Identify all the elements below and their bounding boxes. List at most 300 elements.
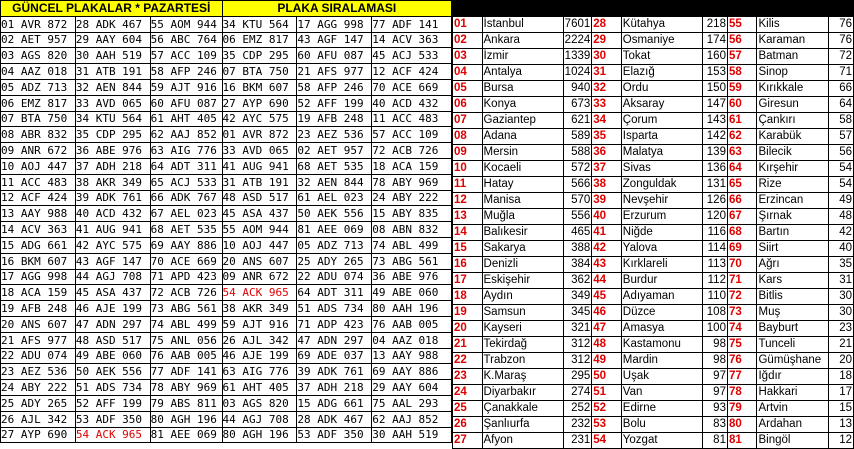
city-row [453, 177, 854, 193]
plate-row [1, 237, 452, 253]
plate-cell: 50 AEK 556 [297, 206, 372, 222]
city-name: Amasya [621, 321, 702, 337]
city-name: Erzurum [621, 209, 702, 225]
plate-cell: 50 AEK 556 [75, 364, 150, 380]
rank-code: 66 [727, 193, 757, 209]
plate-cell: 53 ADF 350 [75, 411, 150, 427]
city-name: Adana [482, 129, 563, 145]
city-row [453, 241, 854, 257]
rank-code: 24 [453, 385, 483, 401]
plate-cell: 72 ACB 726 [372, 143, 452, 159]
city-count: 465 [563, 225, 592, 241]
city-count: 83 [703, 417, 728, 433]
plate-cell: 35 CDP 295 [222, 48, 297, 64]
plate-cell: 75 AAL 293 [372, 395, 452, 411]
city-name: Kayseri [482, 321, 563, 337]
city-name: Şırnak [757, 209, 829, 225]
city-count: 349 [563, 289, 592, 305]
city-name: Bolu [621, 417, 702, 433]
plate-cell: 16 BKM 607 [222, 79, 297, 95]
plate-cell: 37 ADH 218 [75, 158, 150, 174]
rank-code: 65 [727, 177, 757, 193]
plate-row [1, 143, 452, 159]
plate-cell: 47 ADN 297 [75, 316, 150, 332]
city-count: 30 [829, 305, 854, 321]
city-count: 218 [703, 17, 728, 33]
city-name: Elazığ [621, 65, 702, 81]
city-count: 56 [829, 145, 854, 161]
plate-cell: 74 ABL 499 [150, 316, 222, 332]
city-count: 54 [829, 161, 854, 177]
city-count: 588 [563, 145, 592, 161]
rank-code: 43 [592, 257, 622, 273]
plate-cell: 29 AAY 604 [75, 32, 150, 48]
city-name: Sinop [757, 65, 829, 81]
plate-row [1, 190, 452, 206]
plate-cell: 31 ATB 191 [75, 64, 150, 80]
city-name: Sakarya [482, 241, 563, 257]
plate-cell: 33 AVD 065 [75, 95, 150, 111]
plate-cell: 81 AEE 069 [297, 222, 372, 238]
plate-cell: 63 AIG 776 [150, 143, 222, 159]
plate-row [1, 395, 452, 411]
plate-cell: 47 ADN 297 [297, 332, 372, 348]
city-count: 15 [829, 401, 854, 417]
rank-code: 01 [453, 17, 483, 33]
city-count: 76 [829, 33, 854, 49]
plate-cell: 29 AAY 604 [372, 380, 452, 396]
city-row [453, 113, 854, 129]
plate-row [1, 206, 452, 222]
city-count: 231 [563, 433, 592, 449]
plate-row [1, 301, 452, 317]
plate-cell: 78 ABY 969 [150, 380, 222, 396]
city-row [453, 337, 854, 353]
city-name: Ardahan [757, 417, 829, 433]
city-count: 572 [563, 161, 592, 177]
city-row [453, 433, 854, 449]
rank-code: 20 [453, 321, 483, 337]
city-name: Van [621, 385, 702, 401]
rank-code: 59 [727, 81, 757, 97]
rank-code: 49 [592, 353, 622, 369]
city-count: 76 [829, 17, 854, 33]
plate-cell: 61 AHT 405 [222, 380, 297, 396]
plate-cell: 76 AAB 005 [372, 316, 452, 332]
plate-cell: 71 ADP 423 [297, 316, 372, 332]
plate-cell: 11 ACC 483 [372, 111, 452, 127]
rank-code: 14 [453, 225, 483, 241]
city-name: Bursa [482, 81, 563, 97]
city-row [453, 193, 854, 209]
city-count: 81 [703, 433, 728, 449]
plate-cell: 23 AEZ 536 [297, 127, 372, 143]
city-name: Edirne [621, 401, 702, 417]
city-name: Kars [757, 273, 829, 289]
plate-cell: 80 AGH 196 [222, 427, 297, 443]
plate-cell: 62 AAJ 852 [150, 127, 222, 143]
plate-cell: 46 AJE 199 [222, 348, 297, 364]
plate-row [1, 174, 452, 190]
plate-cell: 34 KTU 564 [75, 111, 150, 127]
plate-cell: 48 ASD 517 [222, 190, 297, 206]
plate-cell: 80 AAH 196 [372, 301, 452, 317]
rank-code: 16 [453, 257, 483, 273]
plate-cell: 48 ASD 517 [75, 332, 150, 348]
rank-code: 62 [727, 129, 757, 145]
city-name: Yalova [621, 241, 702, 257]
city-count: 136 [703, 161, 728, 177]
city-name: Ordu [621, 81, 702, 97]
city-count: 112 [703, 273, 728, 289]
plate-row [1, 32, 452, 48]
plate-cell: 38 AKR 349 [222, 301, 297, 317]
city-name: Kırşehir [757, 161, 829, 177]
plate-cell: 18 ACA 159 [1, 285, 76, 301]
plate-cell: 09 ANR 672 [222, 269, 297, 285]
city-count: 113 [703, 257, 728, 273]
city-name: Bilecik [757, 145, 829, 161]
city-ranking-table [452, 0, 854, 449]
city-name: Çanakkale [482, 401, 563, 417]
city-name: Trabzon [482, 353, 563, 369]
plate-cell: 77 ADF 141 [372, 16, 452, 32]
rank-code: 54 [592, 433, 622, 449]
city-name: Adıyaman [621, 289, 702, 305]
plate-cell: 57 ACC 109 [150, 48, 222, 64]
rank-code: 27 [453, 433, 483, 449]
plate-cell: 36 ABE 976 [372, 269, 452, 285]
plate-cell: 20 ANS 607 [222, 253, 297, 269]
rank-code: 17 [453, 273, 483, 289]
rank-code: 78 [727, 385, 757, 401]
city-count: 13 [829, 417, 854, 433]
plate-cell: 59 AJT 916 [150, 79, 222, 95]
plate-cell: 12 ACF 424 [1, 190, 76, 206]
plate-row [1, 427, 452, 443]
plate-cell: 58 AFP 246 [150, 64, 222, 80]
city-name: İzmir [482, 49, 563, 65]
plate-cell: 54 ACK 965 [75, 427, 150, 443]
city-name: Malatya [621, 145, 702, 161]
plate-cell: 15 ABY 835 [372, 206, 452, 222]
city-name: Denizli [482, 257, 563, 273]
rank-code: 18 [453, 289, 483, 305]
plate-cell: 73 ABG 561 [150, 301, 222, 317]
city-name: Düzce [621, 305, 702, 321]
rank-code: 32 [592, 81, 622, 97]
plate-cell: 06 EMZ 817 [1, 95, 76, 111]
city-count: 35 [829, 257, 854, 273]
plate-row [1, 364, 452, 380]
plate-cell: 16 BKM 607 [1, 253, 76, 269]
plate-cell: 52 AFF 199 [75, 395, 150, 411]
city-name: K.Maraş [482, 369, 563, 385]
rank-code: 72 [727, 289, 757, 305]
city-count: 142 [703, 129, 728, 145]
city-count: 72 [829, 49, 854, 65]
city-name: Bayburt [757, 321, 829, 337]
rank-code: 58 [727, 65, 757, 81]
plate-cell: 73 ABG 561 [372, 253, 452, 269]
rank-code: 64 [727, 161, 757, 177]
city-count: 42 [829, 225, 854, 241]
rank-code: 75 [727, 337, 757, 353]
city-count: 97 [703, 369, 728, 385]
plate-cell: 04 AAZ 018 [372, 332, 452, 348]
city-name: Afyon [482, 433, 563, 449]
plate-cell: 33 AVD 065 [222, 143, 297, 159]
plate-cell: 19 AFB 248 [297, 111, 372, 127]
plate-cell: 14 ACV 363 [372, 32, 452, 48]
city-count: 23 [829, 321, 854, 337]
city-row [453, 369, 854, 385]
city-count: 54 [829, 177, 854, 193]
plate-cell: 17 AGG 998 [1, 269, 76, 285]
rank-code: 60 [727, 97, 757, 113]
rank-code: 35 [592, 129, 622, 145]
rank-code: 53 [592, 417, 622, 433]
plate-cell: 10 AOJ 447 [222, 237, 297, 253]
plate-cell: 02 AET 957 [297, 143, 372, 159]
plate-cell: 37 ADH 218 [297, 380, 372, 396]
plate-cell: 44 AGJ 708 [75, 269, 150, 285]
plate-cell: 42 AYC 575 [75, 237, 150, 253]
city-count: 21 [829, 337, 854, 353]
plate-cell: 20 ANS 607 [1, 316, 76, 332]
rank-code: 42 [592, 241, 622, 257]
city-row [453, 145, 854, 161]
rank-code: 07 [453, 113, 483, 129]
plate-cell: 76 AAB 005 [150, 348, 222, 364]
rank-code: 51 [592, 385, 622, 401]
plate-cell: 45 ASA 437 [75, 285, 150, 301]
city-name: Tokat [621, 49, 702, 65]
city-name: Mersin [482, 145, 563, 161]
plate-cell: 15 ADG 661 [297, 395, 372, 411]
plate-cell: 42 AYC 575 [222, 111, 297, 127]
city-count: 2224 [563, 33, 592, 49]
city-count: 345 [563, 305, 592, 321]
city-name: Çankırı [757, 113, 829, 129]
plate-row [1, 380, 452, 396]
plate-cell: 24 ABY 222 [372, 190, 452, 206]
plate-cell: 75 ANL 056 [150, 332, 222, 348]
rank-code: 09 [453, 145, 483, 161]
plate-cell: 10 AOJ 447 [1, 158, 76, 174]
city-name: Artvin [757, 401, 829, 417]
plate-cell: 40 ACD 432 [372, 95, 452, 111]
plate-cell: 39 ADK 761 [75, 190, 150, 206]
plate-row [1, 79, 452, 95]
plate-cell: 39 ADK 761 [297, 364, 372, 380]
plate-cell: 03 AGS 820 [1, 48, 76, 64]
plate-cell: 07 BTA 750 [222, 64, 297, 80]
city-row [453, 257, 854, 273]
city-count: 153 [703, 65, 728, 81]
rank-code: 03 [453, 49, 483, 65]
rank-code: 04 [453, 65, 483, 81]
city-row [453, 353, 854, 369]
plate-cell: 21 AFS 977 [297, 64, 372, 80]
city-count: 566 [563, 177, 592, 193]
city-row [453, 305, 854, 321]
plates-header-row [1, 1, 452, 17]
city-count: 362 [563, 273, 592, 289]
city-name: Aydın [482, 289, 563, 305]
rank-code: 69 [727, 241, 757, 257]
plate-cell: 26 AJL 342 [222, 332, 297, 348]
city-name: Uşak [621, 369, 702, 385]
plate-row [1, 411, 452, 427]
city-count: 97 [703, 385, 728, 401]
plate-cell: 63 AIG 776 [222, 364, 297, 380]
city-count: 147 [703, 97, 728, 113]
city-name: Niğde [621, 225, 702, 241]
city-count: 160 [703, 49, 728, 65]
plate-cell: 65 ACJ 533 [150, 174, 222, 190]
plate-cell: 69 AAY 886 [372, 364, 452, 380]
city-count: 18 [829, 369, 854, 385]
city-name: Diyarbakır [482, 385, 563, 401]
plate-row [1, 285, 452, 301]
plate-cell: 45 ASA 437 [222, 206, 297, 222]
rank-code: 25 [453, 401, 483, 417]
city-name: Zonguldak [621, 177, 702, 193]
plate-cell: 70 ACE 669 [150, 253, 222, 269]
city-name: Manisa [482, 193, 563, 209]
rank-code: 06 [453, 97, 483, 113]
rank-code: 08 [453, 129, 483, 145]
rank-code: 48 [592, 337, 622, 353]
plate-cell: 09 ANR 672 [1, 143, 76, 159]
plate-cell: 32 AEN 844 [297, 174, 372, 190]
plate-cell: 49 ABE 060 [75, 348, 150, 364]
plate-cell: 08 ABN 832 [372, 222, 452, 238]
city-name: Muğla [482, 209, 563, 225]
city-name: Aksaray [621, 97, 702, 113]
rank-code: 28 [592, 17, 622, 33]
city-name: Rize [757, 177, 829, 193]
city-name: Isparta [621, 129, 702, 145]
plate-cell: 36 ABE 976 [75, 143, 150, 159]
city-name: Kilis [757, 17, 829, 33]
city-row [453, 225, 854, 241]
city-name: Gaziantep [482, 113, 563, 129]
rank-code: 81 [727, 433, 757, 449]
plate-cell: 70 ACE 669 [372, 79, 452, 95]
plate-cell: 11 ACC 483 [1, 174, 76, 190]
rank-code: 05 [453, 81, 483, 97]
rank-code: 15 [453, 241, 483, 257]
plate-cell: 60 AFU 087 [297, 48, 372, 64]
city-count: 31 [829, 273, 854, 289]
plate-cell: 57 ACC 109 [372, 127, 452, 143]
city-count: 20 [829, 353, 854, 369]
plate-cell: 34 KTU 564 [222, 16, 297, 32]
city-row [453, 385, 854, 401]
city-count: 143 [703, 113, 728, 129]
rank-code: 02 [453, 33, 483, 49]
city-count: 570 [563, 193, 592, 209]
city-count: 1024 [563, 65, 592, 81]
city-name: Bingöl [757, 433, 829, 449]
rank-code: 30 [592, 49, 622, 65]
plate-cell: 41 AUG 941 [222, 158, 297, 174]
plate-cell: 15 ADG 661 [1, 237, 76, 253]
plate-cell: 38 AKR 349 [75, 174, 150, 190]
rank-code: 63 [727, 145, 757, 161]
plate-row [1, 158, 452, 174]
plate-cell: 01 AVR 872 [1, 16, 76, 32]
city-row [453, 33, 854, 49]
plate-cell: 43 AGF 147 [297, 32, 372, 48]
plate-cell: 19 AFB 248 [1, 301, 76, 317]
city-count: 384 [563, 257, 592, 273]
rank-code: 68 [727, 225, 757, 241]
city-count: 48 [829, 209, 854, 225]
plate-cell: 71 APD 423 [150, 269, 222, 285]
city-count: 589 [563, 129, 592, 145]
city-count: 274 [563, 385, 592, 401]
plate-ranking-header: PLAKA SIRALAMASI [222, 1, 451, 17]
city-row [453, 401, 854, 417]
city-header-row [453, 1, 854, 17]
city-count: 120 [703, 209, 728, 225]
plate-cell: 61 AEL 023 [297, 190, 372, 206]
city-count: 131 [703, 177, 728, 193]
rank-code: 38 [592, 177, 622, 193]
plate-cell: 43 AGF 147 [75, 253, 150, 269]
plate-cell: 04 AAZ 018 [1, 64, 76, 80]
city-count: 49 [829, 193, 854, 209]
rank-code: 77 [727, 369, 757, 385]
city-count: 312 [563, 353, 592, 369]
rank-code: 73 [727, 305, 757, 321]
plate-cell: 17 AGG 998 [297, 16, 372, 32]
city-name: Osmaniye [621, 33, 702, 49]
rank-code: 36 [592, 145, 622, 161]
city-count: 58 [829, 113, 854, 129]
plate-cell: 22 ADU 074 [1, 348, 76, 364]
rank-code: 37 [592, 161, 622, 177]
city-name: Sivas [621, 161, 702, 177]
city-count: 100 [703, 321, 728, 337]
city-row [453, 209, 854, 225]
plate-cell: 64 ADT 311 [150, 158, 222, 174]
city-count: 621 [563, 113, 592, 129]
city-name: Ankara [482, 33, 563, 49]
city-name: Karabük [757, 129, 829, 145]
plate-cell: 44 AGJ 708 [222, 411, 297, 427]
plate-cell: 56 ABC 764 [150, 32, 222, 48]
plate-cell: 03 AGS 820 [222, 395, 297, 411]
plate-cell: 30 AAH 519 [372, 427, 452, 443]
rank-code: 57 [727, 49, 757, 65]
city-count: 673 [563, 97, 592, 113]
plate-cell: 21 AFS 977 [1, 332, 76, 348]
plate-cell: 08 ABR 832 [1, 127, 76, 143]
rank-code: 50 [592, 369, 622, 385]
city-count: 98 [703, 353, 728, 369]
plate-cell: 13 AAY 988 [372, 348, 452, 364]
city-name: Burdur [621, 273, 702, 289]
city-name: Iğdır [757, 369, 829, 385]
plate-cell: 46 AJE 199 [75, 301, 150, 317]
city-name: Muş [757, 305, 829, 321]
plate-cell: 01 AVR 872 [222, 127, 297, 143]
rank-code: 11 [453, 177, 483, 193]
